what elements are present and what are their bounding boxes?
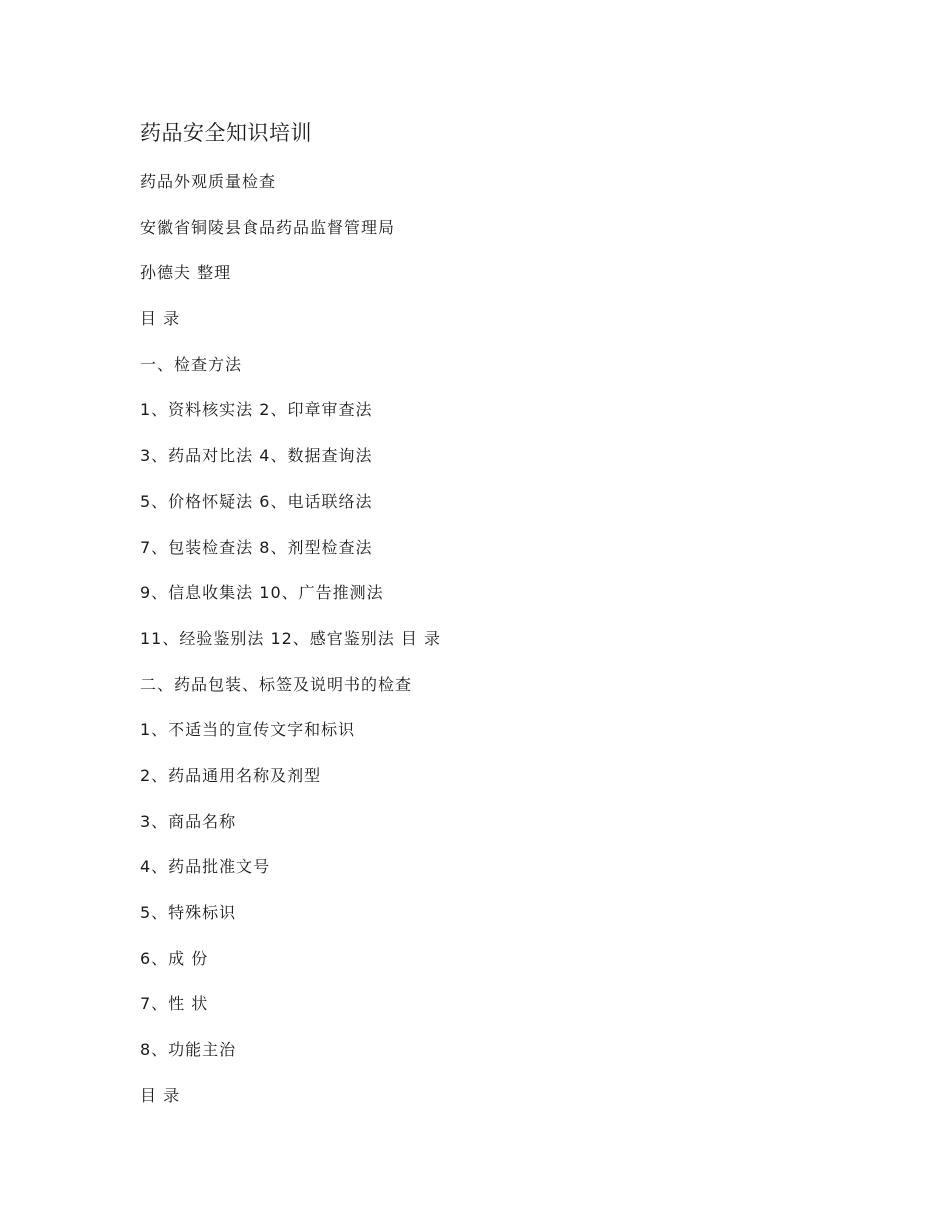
section-heading: 二、药品包装、标签及说明书的检查 xyxy=(140,674,413,694)
text-line: 8、功能主治 xyxy=(140,1040,237,1060)
text-line: 4、药品批准文号 xyxy=(140,857,271,877)
organization-line: 安徽省铜陵县食品药品监督管理局 xyxy=(140,217,396,237)
text-line: 2、药品通用名称及剂型 xyxy=(140,765,322,785)
text-line: 3、商品名称 xyxy=(140,811,237,831)
text-line: 1、不适当的宣传文字和标识 xyxy=(140,720,356,740)
document-title: 药品安全知识培训 xyxy=(140,121,312,145)
document-body xyxy=(140,170,441,1129)
text-line: 7、性 状 xyxy=(140,994,209,1014)
toc-heading: 目 录 xyxy=(140,1085,181,1105)
section-heading: 一、检查方法 xyxy=(140,354,243,374)
text-line: 3、药品对比法 4、数据查询法 xyxy=(140,446,373,466)
author-line: 孙德夫 整理 xyxy=(140,263,232,283)
text-line: 5、特殊标识 xyxy=(140,903,237,922)
text-line: 11、经验鉴别法 12、感官鉴别法 目 录 xyxy=(140,628,441,648)
subtitle-line: 药品外观质量检查 xyxy=(140,172,277,191)
toc-heading: 目 录 xyxy=(140,309,181,329)
text-line: 9、信息收集法 10、广告推测法 xyxy=(140,583,384,603)
text-line: 5、价格怀疑法 6、电话联络法 xyxy=(140,491,373,511)
text-line: 6、成 份 xyxy=(140,948,209,968)
text-line: 1、资料核实法 2、印章审查法 xyxy=(140,400,373,420)
text-line: 7、包装检查法 8、剂型检查法 xyxy=(140,537,373,557)
